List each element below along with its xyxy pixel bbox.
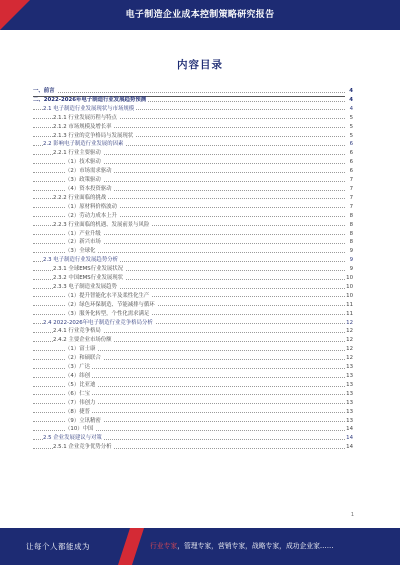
toc-entry[interactable]: [33, 194, 353, 203]
toc-entry[interactable]: [33, 399, 353, 408]
toc-entry-label: 2.4.1 行业竞争格局: [53, 328, 101, 335]
toc-entry[interactable]: [33, 123, 353, 132]
toc-entry-label: 2.2.3 行业面临的机遇、发展前景与风险: [53, 221, 150, 228]
toc-heading: 内容目录: [177, 59, 223, 71]
toc-entry-label: 2.2.2 行业面临的挑战: [53, 194, 107, 201]
report-header-banner: [0, 0, 400, 30]
toc-entry[interactable]: [33, 310, 353, 319]
footer-role: 成功企业家……: [285, 542, 334, 550]
toc-entry[interactable]: [33, 336, 353, 345]
toc-entry-label: （2）市场需求驱动: [65, 168, 112, 175]
toc-entry[interactable]: [33, 408, 353, 417]
toc-entry-label: 2.4 2022-2026年电子制造行业竞争格局分析: [43, 319, 153, 326]
toc-entry-page: 13: [346, 408, 353, 415]
table-of-contents: [33, 87, 353, 452]
toc-entry-page: 13: [346, 364, 353, 371]
toc-entry-label: （9）立讯精密: [65, 417, 101, 424]
toc-entry-label: 2.1.1 行业发展历程与特点: [53, 114, 117, 121]
toc-entry-label: （10）中国: [65, 426, 94, 433]
toc-entry[interactable]: [33, 140, 353, 149]
toc-entry-label: （1）原材料价格波动: [65, 203, 117, 210]
toc-entry[interactable]: [33, 283, 353, 292]
toc-entry-page: 10: [346, 283, 353, 290]
toc-entry-label: （4）纬创: [65, 373, 90, 379]
toc-entry-label: 2.5.1 企业竞争优势分析: [53, 444, 112, 451]
toc-entry-page: 7: [345, 203, 353, 212]
toc-entry-page: 5: [345, 114, 353, 123]
toc-entry-page: 12: [346, 355, 353, 362]
toc-entry-page: 11: [346, 310, 353, 317]
toc-entry[interactable]: [33, 319, 353, 328]
toc-entry[interactable]: [33, 274, 353, 283]
toc-entry-page: 13: [346, 417, 353, 424]
report-title: 电子制造企业成本控制策略研究报告: [125, 10, 275, 20]
toc-entry-label: （1）提升智能化水平及柔性化生产: [65, 292, 150, 299]
toc-entry[interactable]: [33, 230, 353, 239]
toc-entry[interactable]: [33, 167, 353, 176]
toc-entry[interactable]: [33, 363, 353, 372]
toc-entry-page: 5: [345, 123, 353, 132]
toc-entry-page: 4: [345, 96, 353, 105]
toc-entry-page: 8: [345, 238, 353, 247]
toc-entry-page: 9: [345, 247, 353, 256]
toc-entry-label: （5）比亚迪: [65, 381, 96, 388]
toc-entry-page: 11: [346, 301, 353, 308]
toc-entry-label: （3）广达: [65, 364, 90, 371]
toc-entry-label: 2.3.1 全球EMS行业发展状况: [53, 266, 124, 273]
toc-entry-page: 8: [345, 230, 353, 239]
toc-entry[interactable]: [33, 265, 353, 274]
toc-entry-label: 二、2022-2026年电子制造行业发展趋势预测: [33, 96, 147, 103]
toc-entry-label: （6）仁宝: [65, 390, 90, 397]
toc-leader-dots: [33, 92, 345, 93]
toc-entry-page: 13: [346, 399, 353, 406]
footer-role: 管理专家: [183, 542, 212, 550]
toc-entry-label: 一、前言: [33, 88, 55, 94]
toc-entry-label: 2.3.2 中国EMS行业发展现状: [53, 275, 124, 282]
toc-entry-label: （4）资本投资驱动: [65, 185, 112, 192]
toc-entry-page: 7: [345, 176, 353, 185]
toc-entry[interactable]: [33, 158, 353, 167]
toc-entry[interactable]: [33, 238, 353, 247]
toc-entry-label: （1）技术驱动: [65, 159, 101, 166]
toc-entry-page: 10: [346, 275, 353, 282]
toc-entry-label: （2）新兴市场: [65, 239, 101, 246]
toc-entry-page: 13: [346, 381, 353, 388]
toc-entry-label: 2.3 电子制造行业发展趋势分析: [43, 257, 118, 264]
toc-entry-page: 4: [345, 105, 353, 114]
toc-entry[interactable]: [33, 443, 353, 452]
toc-entry[interactable]: [33, 327, 353, 336]
toc-entry-page: 12: [346, 328, 353, 335]
toc-entry-page: 8: [345, 221, 353, 230]
toc-entry[interactable]: [33, 256, 353, 265]
toc-entry-label: （1）富士康: [65, 346, 96, 353]
toc-entry-page: 12: [346, 346, 353, 353]
toc-entry-label: 2.1 电子制造行业发展现状与市场规模: [43, 105, 135, 112]
toc-entry-label: （1）产业升级: [65, 230, 101, 237]
toc-entry-label: 2.4.2 主要企业市场份额: [53, 337, 112, 344]
toc-entry-label: （3）全球化: [65, 248, 96, 255]
toc-entry-page: 13: [346, 390, 353, 397]
toc-entry[interactable]: [33, 203, 353, 212]
footer-role: 营销专家: [217, 542, 246, 550]
toc-entry-page: 12: [346, 337, 353, 344]
toc-entry[interactable]: [33, 96, 353, 105]
toc-entry-page: 9: [345, 265, 353, 274]
footer-red-accent: [118, 528, 144, 565]
toc-entry-label: 2.2.1 行业主要驱动: [53, 150, 101, 157]
toc-entry-label: （2）劳动力成本上升: [65, 212, 117, 219]
toc-entry[interactable]: [33, 372, 353, 381]
toc-entry-page: 7: [345, 194, 353, 203]
footer-role: 战略专家: [251, 542, 280, 550]
toc-entry[interactable]: [33, 114, 353, 123]
toc-entry[interactable]: [33, 87, 353, 96]
toc-entry[interactable]: [33, 425, 353, 434]
toc-entry[interactable]: [33, 390, 353, 399]
toc-entry-label: （3）政策驱动: [65, 177, 101, 184]
toc-entry[interactable]: [33, 301, 353, 310]
toc-entry-page: 7: [345, 185, 353, 194]
page-number: 1: [350, 512, 354, 518]
toc-entry[interactable]: [33, 105, 353, 114]
toc-entry-page: 6: [345, 158, 353, 167]
toc-entry[interactable]: [33, 149, 353, 158]
toc-entry-label: 2.1.3 行业的竞争格局与发展现状: [53, 132, 134, 139]
toc-entry-label: （7）伟创力: [65, 399, 96, 406]
toc-entry[interactable]: [33, 247, 353, 256]
toc-entry-page: 10: [346, 292, 353, 299]
toc-entry-page: 13: [346, 373, 353, 379]
footer-banner: [0, 528, 400, 565]
footer-roles: 行业专家，管理专家，营销专家，战略专家，成功企业家……: [150, 542, 334, 550]
toc-entry-label: 2.2 影响电子制造行业发展的因素: [43, 141, 124, 148]
toc-entry-label: 2.3.3 电子制造业发展趋势: [53, 283, 117, 290]
toc-entry-page: 12: [346, 319, 353, 326]
toc-entry-page: 9: [345, 256, 353, 265]
footer-role: 行业专家: [150, 542, 178, 550]
toc-entry[interactable]: [33, 354, 353, 363]
toc-entry-label: （2）绿色环保制造、节能减排与循环: [65, 301, 155, 308]
toc-entry-label: 2.1.2 市场规模及增长率: [53, 123, 112, 130]
toc-entry-page: 8: [345, 212, 353, 221]
toc-entry-page: 6: [345, 167, 353, 176]
toc-entry[interactable]: [33, 434, 353, 443]
toc-entry-page: 4: [345, 87, 353, 96]
footer-slogan: 让每个人都能成为: [26, 542, 90, 551]
toc-entry-label: （3）服务化转型，个性化需求满足: [65, 310, 150, 317]
toc-entry-label: 2.5 企业发展建议与对策: [43, 435, 102, 442]
toc-entry[interactable]: [33, 221, 353, 230]
toc-entry-label: （8）捷普: [65, 408, 90, 415]
toc-entry[interactable]: [33, 212, 353, 221]
toc-entry-page: 6: [345, 140, 353, 149]
toc-entry-page: 14: [346, 435, 353, 442]
toc-entry[interactable]: [33, 417, 353, 426]
toc-entry-page: 14: [346, 426, 353, 433]
toc-entry[interactable]: [33, 176, 353, 185]
toc-entry[interactable]: [33, 132, 353, 141]
toc-entry-page: 6: [345, 149, 353, 158]
toc-entry[interactable]: [33, 292, 353, 301]
toc-entry[interactable]: [33, 345, 353, 354]
toc-entry-page: 5: [345, 132, 353, 141]
toc-entry-label: （2）和硕联合: [65, 355, 101, 362]
toc-entry[interactable]: [33, 381, 353, 390]
toc-entry[interactable]: [33, 185, 353, 194]
toc-entry-page: 14: [346, 444, 353, 451]
